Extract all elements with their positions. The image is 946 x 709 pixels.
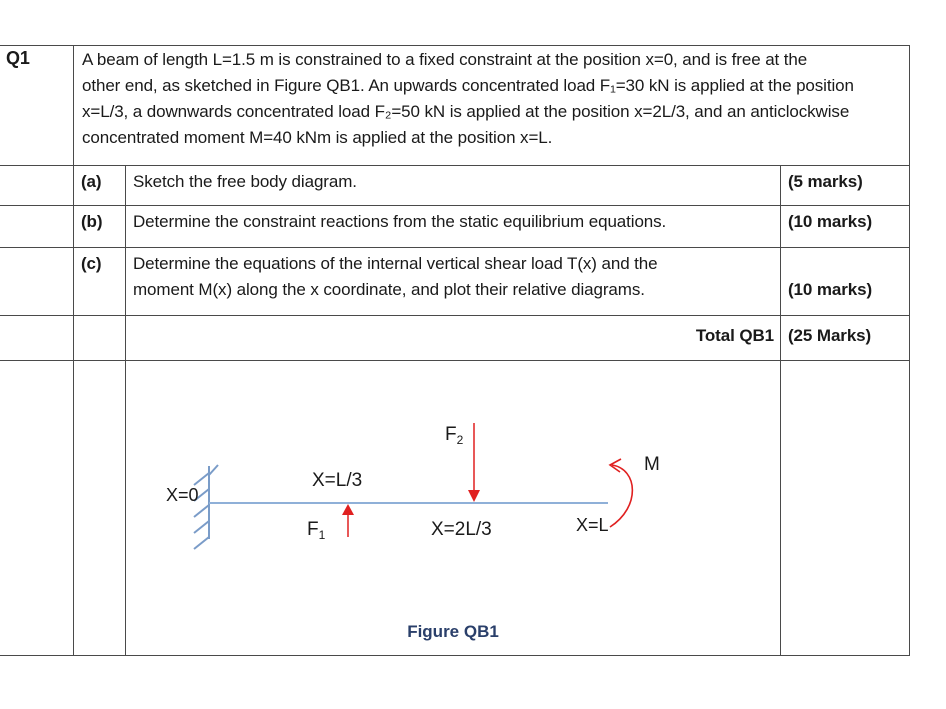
question-number: Q1 [6,48,30,68]
figure-caption: Figure QB1 [407,622,499,641]
table-line-bottom [0,655,910,656]
part-b-marks: (10 marks) [788,212,873,231]
total-marks: (25 Marks) [788,326,872,345]
table-line-row-b [0,205,910,206]
f2-down-arrow-icon [468,423,480,502]
label-moment: M [644,454,660,475]
table-line-top [0,45,910,46]
table-line-row-total [0,315,910,316]
question-intro-line-3: x=L/3, a downwards concentrated load F₂=50 kN is applied at the position x=2L/3, and an anticlockwise [82,102,850,121]
label-f2 [445,424,464,447]
table-line-row-c [0,247,910,248]
part-a-marks: (5 marks) [788,172,863,191]
moment-arc-icon [610,459,632,527]
label-f1 [307,519,326,542]
part-b-label: (b) [81,212,103,231]
part-b-text: Determine the constraint reactions from the static equilibrium equations. [133,212,667,231]
part-c-marks: (10 marks) [788,280,873,299]
part-c-text-line-2: moment M(x) along the x coordinate, and plot their relative diagrams. [133,280,645,299]
f1-up-arrow-icon [342,504,354,537]
table-line-col-3 [780,165,781,655]
label-x-l3: X=L/3 [312,470,363,491]
label-f1-main: F [307,519,319,540]
label-f2-sub: 2 [456,433,464,447]
label-f1-sub: 1 [318,528,326,542]
part-c-text-line-1: Determine the equations of the internal vertical shear load T(x) and the [133,254,658,273]
table-line-right [909,45,910,655]
fixed-support-icon [194,465,218,549]
question-intro-line-2: other end, as sketched in Figure QB1. An upwards concentrated load F₁=30 kN is applied at the position [82,76,854,95]
beam-figure [126,361,780,655]
part-c-label: (c) [81,254,102,273]
question-intro-line-4: concentrated moment M=40 kNm is applied at the position x=L. [82,128,553,147]
table-line-row-a [0,165,910,166]
label-x-2l3: X=2L/3 [431,519,492,540]
total-label: Total QB1 [695,326,774,345]
question-intro-line-1: A beam of length L=1.5 m is constrained to a fixed constraint at the position x=0, and is free at the [82,50,808,69]
part-a-text: Sketch the free body diagram. [133,172,357,191]
table-line-col-1 [73,45,74,655]
label-x-l: X=L [576,515,609,535]
label-f2-main: F [445,424,457,445]
label-x0: X=0 [166,485,199,505]
part-a-label: (a) [81,172,102,191]
